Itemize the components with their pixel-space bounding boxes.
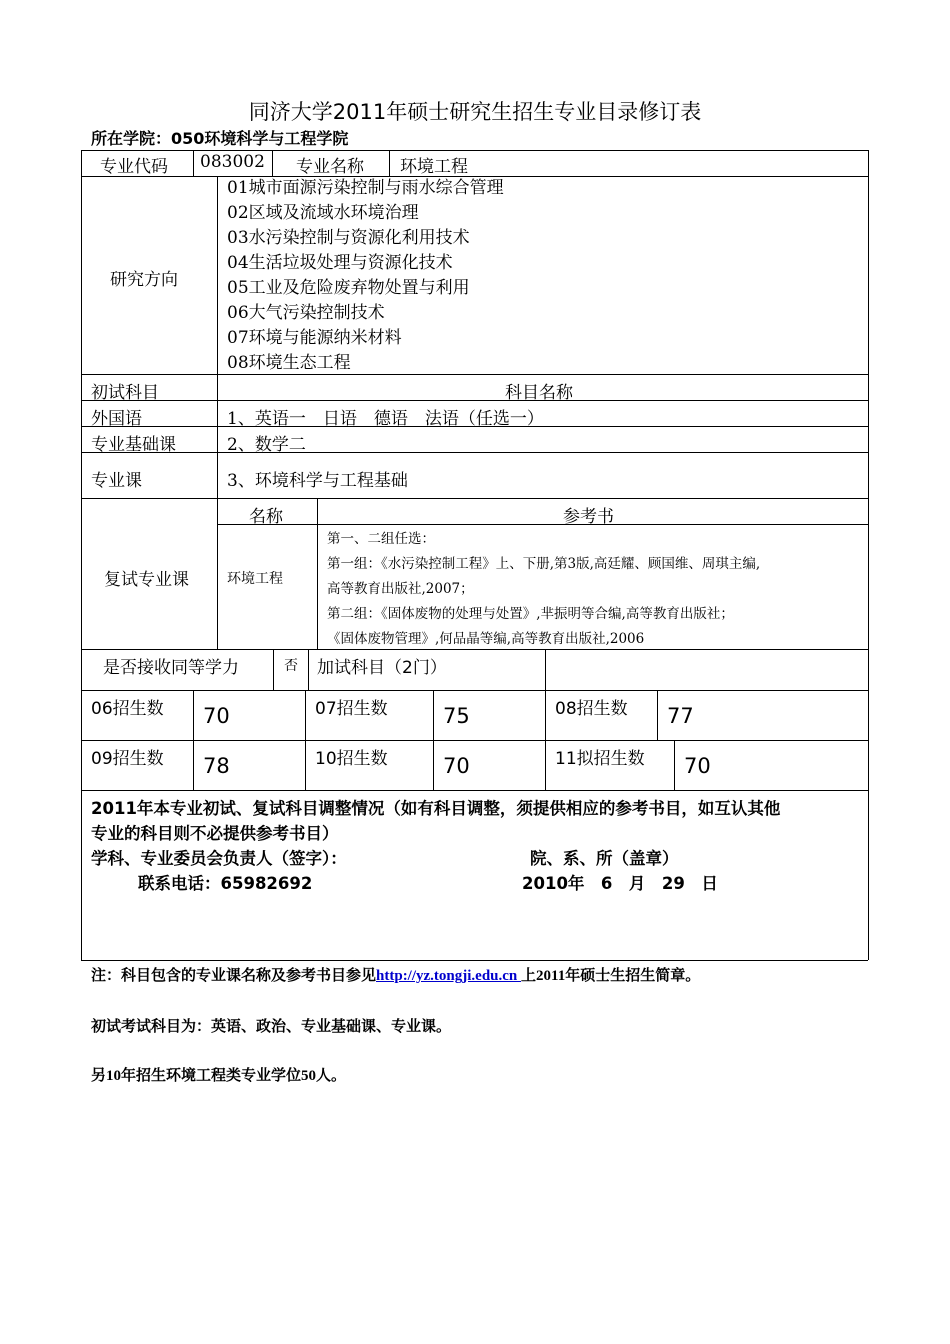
foreign-language-value: 1、英语一 日语 德语 法语（任选一） xyxy=(227,409,544,429)
reference-line: 高等教育出版社,2007； xyxy=(327,581,474,597)
enrollment-label-09: 09招生数 xyxy=(91,749,164,769)
research-direction-list xyxy=(227,176,504,376)
reference-line: 第一组：《水污染控制工程》上、下册,第3版,高廷耀、顾国维、周琪主编, xyxy=(327,556,761,572)
research-direction-item: 01城市面源污染控制与雨水综合管理 xyxy=(227,178,504,198)
major-name-label: 专业名称 xyxy=(296,157,364,177)
research-direction-item: 04生活垃圾处理与资源化技术 xyxy=(227,253,453,273)
enrollment-label-06: 06招生数 xyxy=(91,699,164,719)
enrollment-value-07: 75 xyxy=(443,704,470,728)
extra-subjects-label: 加试科目（2门） xyxy=(317,658,447,678)
enrollment-value-08: 77 xyxy=(667,704,694,728)
research-direction-item: 08环境生态工程 xyxy=(227,353,351,373)
research-direction-item: 06大气污染控制技术 xyxy=(227,303,385,323)
enrollment-label-08: 08招生数 xyxy=(555,699,628,719)
college-label: 所在学院：050环境科学与工程学院 xyxy=(91,129,349,148)
major-course-value: 3、环境科学与工程基础 xyxy=(227,471,408,491)
reference-line: 第二组：《固体废物的处理与处置》,芈振明等合编,高等教育出版社； xyxy=(327,606,734,622)
research-direction-item: 02区域及流域水环境治理 xyxy=(227,203,419,223)
enrollment-value-06: 70 xyxy=(203,704,230,728)
enrollment-value-10: 70 xyxy=(443,754,470,778)
admission-site-link[interactable]: http://yz.tongji.edu.cn xyxy=(376,968,522,984)
major-code-label: 专业代码 xyxy=(100,157,168,177)
contact-phone: 联系电话：65982692 xyxy=(138,874,313,893)
committee-signature-label: 学科、专业委员会负责人（签字）： xyxy=(91,849,347,868)
first-exam-label: 初试科目 xyxy=(91,383,159,403)
enrollment-label-10: 10招生数 xyxy=(315,749,388,769)
page-title: 同济大学2011年硕士研究生招生专业目录修订表 xyxy=(248,100,702,124)
stamp-label: 院、系、所（盖章） xyxy=(530,849,679,868)
retest-course-name: 环境工程 xyxy=(227,571,283,587)
enrollment-value-09: 78 xyxy=(203,754,230,778)
research-direction-item: 07环境与能源纳米材料 xyxy=(227,328,402,348)
research-label: 研究方向 xyxy=(110,270,178,290)
retest-ref-header: 参考书 xyxy=(563,507,614,527)
note-2: 初试考试科目为：英语、政治、专业基础课、专业课。 xyxy=(91,1019,452,1035)
enrollment-label-07: 07招生数 xyxy=(315,699,388,719)
basic-course-value: 2、数学二 xyxy=(227,435,306,455)
research-direction-item: 05工业及危险废弃物处置与利用 xyxy=(227,278,470,298)
retest-label: 复试专业课 xyxy=(104,570,189,590)
adjust-line-2: 专业的科目则不必提供参考书目） xyxy=(91,824,339,843)
enrollment-label-11: 11拟招生数 xyxy=(555,749,645,769)
major-course-label: 专业课 xyxy=(91,471,142,491)
reference-line: 第一、二组任选： xyxy=(327,531,435,547)
signing-date: 2010年 6 月 29 日 xyxy=(522,874,718,893)
note-3: 另10年招生环境工程类专业学位50人。 xyxy=(91,1068,347,1084)
foreign-language-label: 外国语 xyxy=(91,409,142,429)
note-1-prefix: 注：科目包含的专业课名称及参考书目参见 xyxy=(91,968,377,984)
equivalent-label: 是否接收同等学力 xyxy=(103,658,239,678)
equivalent-value: 否 xyxy=(284,658,298,674)
major-code-value: 083002 xyxy=(200,152,265,172)
major-name-value: 环境工程 xyxy=(400,157,468,177)
research-direction-item: 03水污染控制与资源化利用技术 xyxy=(227,228,470,248)
reference-books xyxy=(327,527,862,652)
adjust-line-1: 2011年本专业初试、复试科目调整情况（如有科目调整，须提供相应的参考书目，如互认其他 xyxy=(91,799,781,818)
reference-line: 《固体废物管理》,何品晶等编,高等教育出版社,2006 xyxy=(327,631,645,647)
basic-course-label: 专业基础课 xyxy=(91,435,176,455)
note-1-suffix: 上2011年硕士生招生简章。 xyxy=(521,968,701,984)
enrollment-value-11: 70 xyxy=(684,754,711,778)
retest-name-header: 名称 xyxy=(249,507,283,527)
subject-name-header: 科目名称 xyxy=(505,383,573,403)
note-1 xyxy=(91,964,700,985)
